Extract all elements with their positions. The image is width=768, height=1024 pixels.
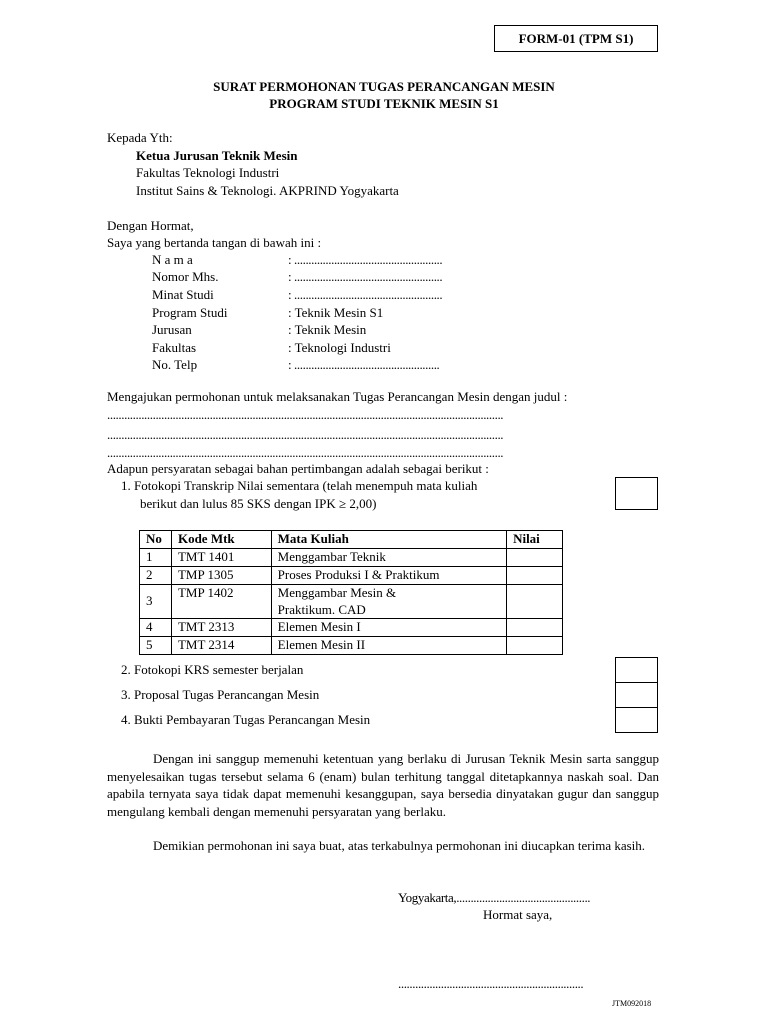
header-mata-kuliah: Mata Kuliah: [271, 531, 506, 549]
cell-mata-kuliah: Elemen Mesin II: [271, 637, 506, 655]
cell-mata-kuliah: Proses Produksi I & Praktikum: [271, 566, 506, 584]
title-blank-line[interactable]: ...........................................................................................................................................: [107, 445, 504, 460]
cell-mata-kuliah: Menggambar Teknik: [271, 548, 506, 566]
request-text: Mengajukan permohonan untuk melaksanakan Tugas Perancangan Mesin dengan judul :: [107, 389, 568, 404]
commitment-paragraph: Dengan ini sanggup memenuhi ketentuan yang berlaku di Jurusan Teknik Mesin sarta sanggup menyelesaikan tugas tersebut selama 6 (enam) bulan terhitung tanggal ditetapkannya naskah soal. Dan apabila ternyata saya tidak dapat memenuhi kesanggupan, saya bersedia dinyatakan gugur dan sanggup mengulang kembali dengan memenuhi persyaratan yang berlaku.: [107, 751, 659, 819]
requirement-item-2: 2. Fotokopi KRS semester berjalan: [121, 662, 304, 677]
cell-nilai[interactable]: [507, 566, 563, 584]
cell-no: 4: [140, 619, 172, 637]
field-label-program-studi: Program Studi: [152, 305, 228, 320]
requirement-item-1: 1. Fotokopi Transkrip Nilai sementara (telah menempuh mata kuliah: [121, 478, 478, 493]
intro-text: Saya yang bertanda tangan di bawah ini :: [107, 235, 322, 250]
field-label-jurusan: Jurusan: [152, 322, 192, 337]
cell-kode-mtk: TMT 1401: [171, 548, 271, 566]
header-no: No: [140, 531, 172, 549]
checkbox-proposal[interactable]: [615, 682, 658, 708]
field-value-nama[interactable]: : ....................................................: [288, 252, 443, 267]
field-value-minat-studi[interactable]: : ....................................................: [288, 287, 443, 302]
course-table: [139, 530, 563, 655]
field-value-no-telp[interactable]: : ...................................................: [288, 357, 440, 372]
checkbox-transkrip[interactable]: [615, 477, 658, 510]
checkbox-krs[interactable]: [615, 657, 658, 683]
requirement-item-4: 4. Bukti Pembayaran Tugas Perancangan Mesin: [121, 712, 371, 727]
table-row: [140, 548, 563, 566]
form-code-box: FORM-01 (TPM S1): [494, 25, 658, 52]
field-label-fakultas: Fakultas: [152, 340, 197, 355]
cell-no: 5: [140, 637, 172, 655]
document-subtitle: PROGRAM STUDI TEKNIK MESIN S1: [269, 96, 499, 111]
table-header-row: [140, 531, 563, 549]
field-value-program-studi: : Teknik Mesin S1: [288, 305, 384, 320]
field-label-no-telp: No. Telp: [152, 357, 198, 372]
place-date[interactable]: Yogyakarta,...............................................: [398, 890, 591, 905]
table-row: [140, 619, 563, 637]
footer-code: JTM092018: [612, 999, 652, 1008]
cell-kode-mtk: TMP 1305: [171, 566, 271, 584]
recipient-line-3: Institut Sains & Teknologi. AKPRIND Yogyakarta: [136, 183, 399, 198]
signature-line[interactable]: .................................................................: [398, 976, 584, 991]
table-row: [140, 637, 563, 655]
closing-paragraph: Demikian permohonan ini saya buat, atas terkabulnya permohonan ini diucapkan terima kasih.: [153, 838, 646, 853]
header-kode-mtk: Kode Mtk: [171, 531, 271, 549]
table-row: [140, 566, 563, 584]
checkbox-pembayaran[interactable]: [615, 707, 658, 733]
cell-no: 2: [140, 566, 172, 584]
table-row: [140, 584, 563, 619]
requirement-item-3: 3. Proposal Tugas Perancangan Mesin: [121, 687, 320, 702]
field-value-fakultas: : Teknologi Industri: [288, 340, 391, 355]
field-value-jurusan: : Teknik Mesin: [288, 322, 367, 337]
cell-nilai[interactable]: [507, 584, 563, 619]
cell-kode-mtk: TMP 1402: [171, 584, 271, 619]
recipient-line-1: Ketua Jurusan Teknik Mesin: [136, 148, 298, 163]
field-value-nomor-mhs[interactable]: : ....................................................: [288, 269, 443, 284]
header-nilai: Nilai: [507, 531, 563, 549]
cell-mata-kuliah: Elemen Mesin I: [271, 619, 506, 637]
cell-no: 1: [140, 548, 172, 566]
requirements-intro: Adapun persyaratan sebagai bahan pertimbangan adalah sebagai berikut :: [107, 461, 489, 476]
document-title: SURAT PERMOHONAN TUGAS PERANCANGAN MESIN: [213, 79, 555, 94]
requirement-item-1-continued: berikut dan lulus 85 SKS dengan IPK ≥ 2,00): [140, 496, 377, 511]
field-label-minat-studi: Minat Studi: [152, 287, 214, 302]
cell-nilai[interactable]: [507, 548, 563, 566]
recipient-greeting: Kepada Yth:: [107, 130, 173, 145]
cell-mata-kuliah: Menggambar Mesin & Praktikum. CAD: [271, 584, 506, 619]
field-label-nomor-mhs: Nomor Mhs.: [152, 269, 219, 284]
title-blank-line[interactable]: ...........................................................................................................................................: [107, 407, 504, 422]
title-blank-line[interactable]: ...........................................................................................................................................: [107, 427, 504, 442]
cell-nilai[interactable]: [507, 637, 563, 655]
field-label-nama: N a m a: [152, 252, 193, 267]
opening-salutation: Dengan Hormat,: [107, 218, 194, 233]
recipient-line-2: Fakultas Teknologi Industri: [136, 165, 280, 180]
cell-nilai[interactable]: [507, 619, 563, 637]
cell-kode-mtk: TMT 2313: [171, 619, 271, 637]
cell-no: 3: [140, 584, 172, 619]
closing-salutation: Hormat saya,: [483, 907, 553, 922]
cell-kode-mtk: TMT 2314: [171, 637, 271, 655]
